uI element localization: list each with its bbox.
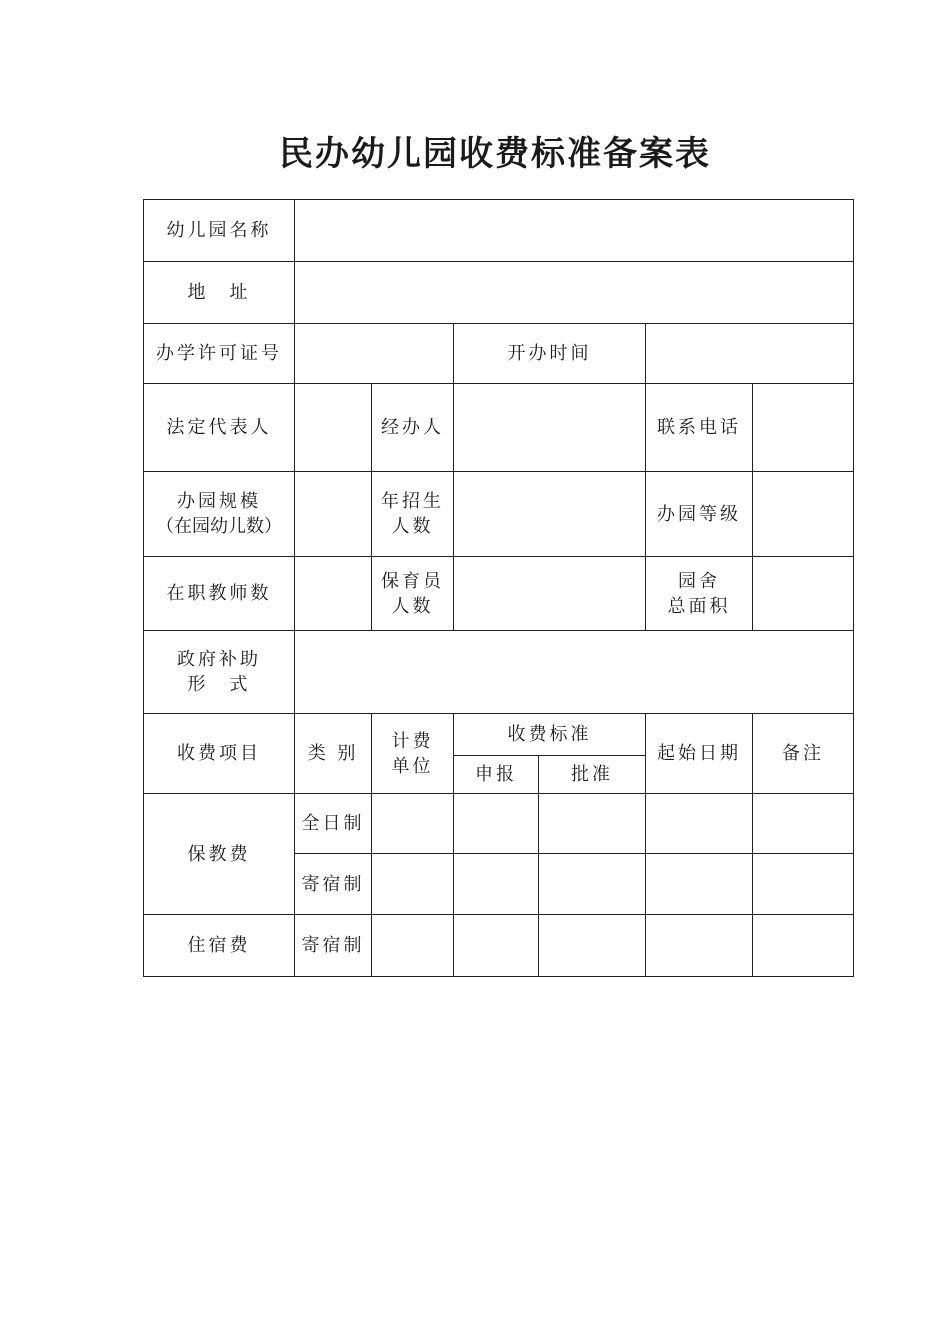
fee-approved-header: 批准: [539, 756, 646, 794]
fee-approved-cell[interactable]: [539, 915, 646, 977]
license-label: 办学许可证号: [144, 324, 295, 384]
fee-declared-header: 申报: [454, 756, 539, 794]
area-label-line2: 总面积: [667, 595, 731, 617]
row-staff: [144, 557, 854, 631]
fee-declared-cell[interactable]: [454, 794, 539, 854]
fee-record-table: [143, 199, 854, 977]
fee-unit-cell[interactable]: [372, 915, 454, 977]
fee-approved-cell[interactable]: [539, 794, 646, 854]
form-title: 民办幼儿园收费标准备案表: [279, 134, 711, 174]
nurses-label: [372, 557, 454, 631]
open-date-field[interactable]: [646, 324, 854, 384]
scale-label-line2: （在园幼儿数）: [156, 516, 282, 537]
fee-start-date-cell[interactable]: [646, 854, 753, 915]
fee-category-header: 类 别: [295, 714, 372, 794]
fee-unit-header-line2: 单位: [391, 755, 434, 777]
address-label: 地 址: [144, 262, 295, 324]
subsidy-label-line2: 形 式: [187, 674, 251, 695]
fee-start-date-cell[interactable]: [646, 915, 753, 977]
row-subsidy: [144, 631, 854, 714]
teachers-label: 在职教师数: [144, 557, 295, 631]
nurses-label-line2: 人数: [391, 595, 434, 617]
fee-header-row: [144, 714, 854, 756]
handler-label: 经办人: [372, 384, 454, 472]
nurses-field[interactable]: [454, 557, 646, 631]
fee-standard-header: 收费标准: [454, 714, 646, 756]
scale-label-line1: 办园规模: [177, 491, 261, 512]
table-row: [144, 794, 854, 854]
kindergarten-name-field[interactable]: [295, 200, 854, 262]
row-contacts: [144, 384, 854, 472]
teachers-field[interactable]: [295, 557, 372, 631]
fee-remarks-header: 备注: [753, 714, 854, 794]
open-date-label: 开办时间: [454, 324, 646, 384]
handler-field[interactable]: [454, 384, 646, 472]
nurses-label-line1: 保育员: [381, 570, 444, 592]
fee-remarks-cell[interactable]: [753, 854, 854, 915]
fee-category-cell: 寄宿制: [295, 915, 372, 977]
grade-field[interactable]: [753, 472, 854, 557]
fee-remarks-cell[interactable]: [753, 794, 854, 854]
fee-approved-cell[interactable]: [539, 854, 646, 915]
phone-field[interactable]: [753, 384, 854, 472]
scale-label: [144, 472, 295, 557]
fee-item-cell: 住宿费: [144, 915, 295, 977]
fee-item-header: 收费项目: [144, 714, 295, 794]
license-field[interactable]: [295, 324, 454, 384]
area-label-line1: 园舍: [678, 570, 720, 592]
fee-unit-header: [372, 714, 454, 794]
enroll-label: [372, 472, 454, 557]
fee-start-date-header: 起始日期: [646, 714, 753, 794]
subsidy-field[interactable]: [295, 631, 854, 714]
subsidy-label: [144, 631, 295, 714]
enroll-label-line2: 人数: [391, 516, 434, 537]
scale-field[interactable]: [295, 472, 372, 557]
row-kindergarten-name: [144, 200, 854, 262]
fee-start-date-cell[interactable]: [646, 794, 753, 854]
fee-unit-cell[interactable]: [372, 794, 454, 854]
row-license: [144, 324, 854, 384]
fee-category-cell: 寄宿制: [295, 854, 372, 915]
kindergarten-name-label: 幼儿园名称: [144, 200, 295, 262]
enroll-field[interactable]: [454, 472, 646, 557]
fee-declared-cell[interactable]: [454, 854, 539, 915]
area-field[interactable]: [753, 557, 854, 631]
area-label: [646, 557, 753, 631]
fee-remarks-cell[interactable]: [753, 915, 854, 977]
enroll-label-line1: 年招生: [381, 491, 444, 512]
grade-label: 办园等级: [646, 472, 753, 557]
fee-unit-cell[interactable]: [372, 854, 454, 915]
fee-unit-header-line1: 计费: [391, 730, 434, 752]
legal-rep-label: 法定代表人: [144, 384, 295, 472]
legal-rep-field[interactable]: [295, 384, 372, 472]
row-scale: [144, 472, 854, 557]
phone-label: 联系电话: [646, 384, 753, 472]
row-address: [144, 262, 854, 324]
fee-category-cell: 全日制: [295, 794, 372, 854]
fee-item-cell: 保教费: [144, 794, 295, 915]
table-row: [144, 915, 854, 977]
address-field[interactable]: [295, 262, 854, 324]
subsidy-label-line1: 政府补助: [177, 649, 261, 670]
fee-declared-cell[interactable]: [454, 915, 539, 977]
